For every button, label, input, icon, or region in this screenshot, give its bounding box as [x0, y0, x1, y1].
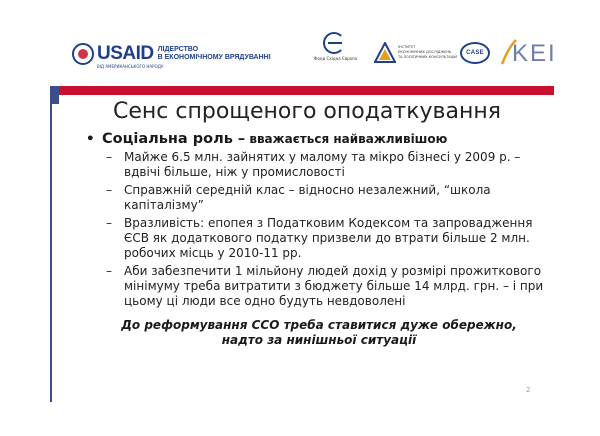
ier-caption-line-1: ІНСТИТУТ	[398, 45, 416, 49]
kei-label: KEI	[512, 40, 557, 67]
usaid-seal-icon	[72, 43, 94, 65]
ier-caption-line-2: ЕКОНОМІЧНИХ ДОСЛІДЖЕНЬ	[398, 50, 452, 54]
usaid-project-line-1: ЛІДЕРСТВО	[157, 46, 199, 53]
sub-item-text: Справжній середній клас – відносно незалежний, “школа капіталізму”	[124, 183, 491, 212]
case-label: CASE	[466, 50, 484, 56]
sub-item-text: Майже 6.5 млн. зайнятих у малому та мікро бізнесі у 2009 р. – вдвічі більше, ніж у промисловості	[124, 150, 521, 179]
usaid-logo	[72, 40, 271, 68]
slide-title: Сенс спрощеного оподаткування	[113, 99, 501, 124]
east-europe-foundation-icon	[323, 32, 345, 54]
east-europe-foundation-logo	[314, 32, 358, 72]
conclusion-line-2: надто за нинішньої ситуації	[221, 333, 417, 347]
sub-item-text: Вразливість: епопея з Податковим Кодексом та запровадження ЄСВ як додаткового податку призвели до втрати більше 2 млн. робочих місць у 2010-11 рр.	[124, 216, 533, 260]
dash-marker: –	[106, 216, 112, 230]
ier-triangle-icon	[374, 42, 396, 64]
dash-marker: –	[106, 183, 112, 197]
ier-caption-line-3: ТА ПОЛІТИЧНИХ КОНСУЛЬТАЦІЙ	[398, 55, 457, 59]
conclusion-line-1: До реформування ССО треба ставитися дуже обережно,	[121, 318, 517, 332]
usaid-project-name	[158, 46, 271, 62]
ier-logo	[374, 40, 457, 68]
ier-caption	[398, 45, 457, 60]
dash-marker: –	[106, 264, 112, 278]
list-item	[102, 183, 554, 213]
slide-content	[84, 130, 554, 312]
main-bullet-label: Соціальна роль –	[102, 131, 246, 147]
page-number: 2	[526, 386, 531, 394]
list-item	[102, 150, 554, 180]
main-bullet-text: вважається найважливішою	[245, 132, 448, 146]
case-logo	[460, 42, 490, 64]
list-item	[102, 264, 554, 309]
list-item	[102, 216, 554, 261]
usaid-wordmark: USAID	[97, 43, 154, 64]
slide-corner-block	[50, 86, 59, 104]
usaid-project-line-2: В ЕКОНОМІЧНОМУ ВРЯДУВАННІ	[157, 54, 271, 61]
usaid-subline: ВІД АМЕРИКАНСЬКОГО НАРОДУ	[97, 64, 164, 69]
sub-bullet-list	[84, 150, 554, 309]
logo-bar	[0, 0, 600, 80]
main-bullet	[84, 130, 554, 148]
bullet-marker: •	[86, 131, 95, 147]
sub-item-text: Аби забезпечити 1 мільйону людей дохід у розмірі прожиткового мінімуму треба витратити з бюджету більше 14 млрд. грн. – і при цьому ці люди все одно будуть невдоволені	[124, 264, 544, 308]
dash-marker: –	[106, 150, 112, 164]
conclusion-text	[84, 318, 554, 348]
east-europe-foundation-caption: Фонд Східна Європа	[314, 56, 358, 61]
slide-top-band	[50, 86, 554, 95]
kei-logo	[498, 38, 557, 68]
slide-left-rule	[50, 104, 52, 402]
